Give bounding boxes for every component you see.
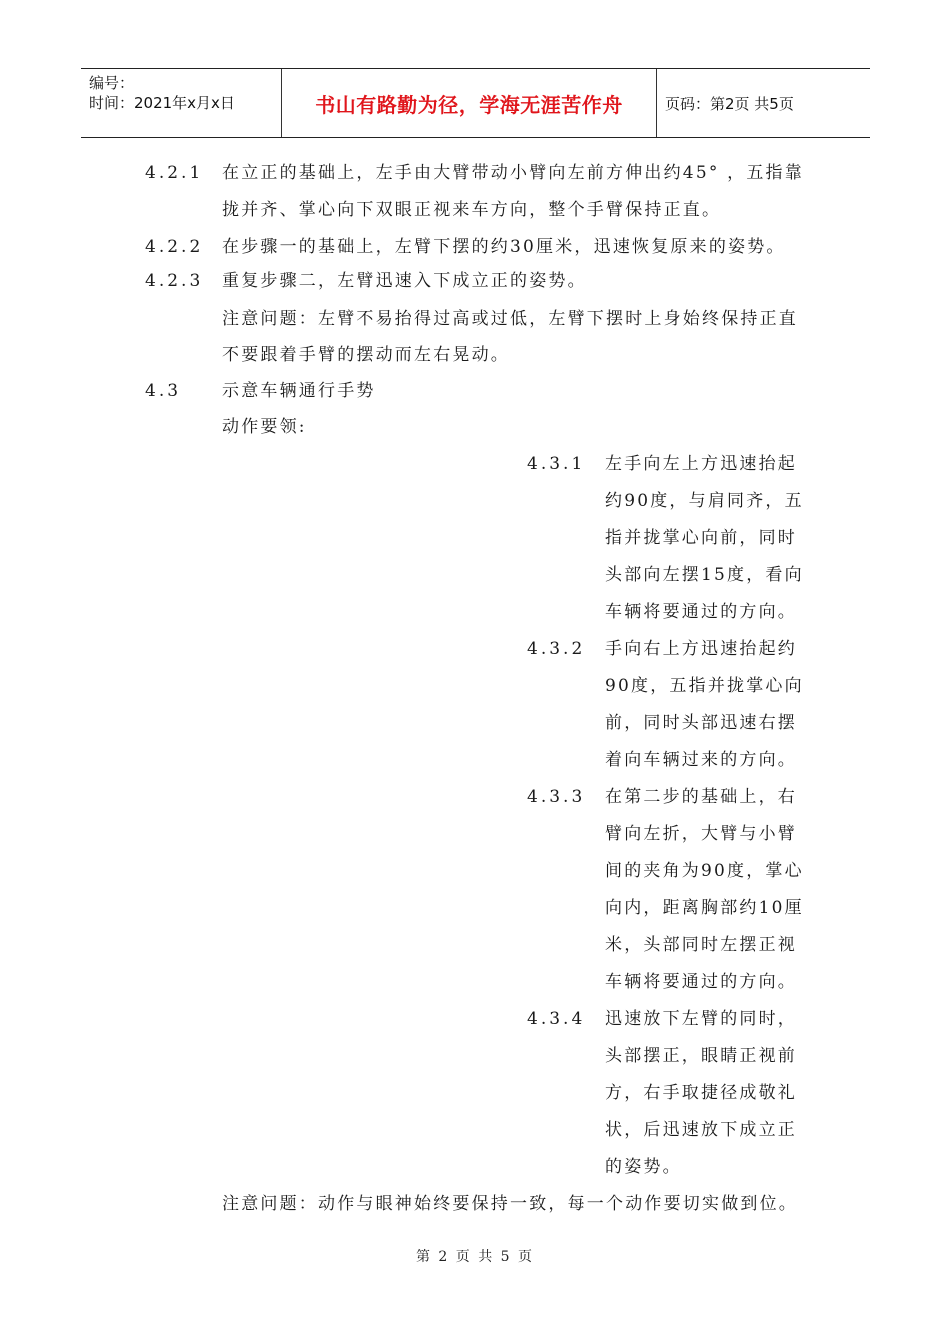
section-number-4-2-2: 4.2.2 bbox=[145, 237, 204, 257]
section-4-3-2-line: 90度，五指并拢掌心向 bbox=[605, 676, 804, 696]
section-4-3-4-line: 迅速放下左臂的同时， bbox=[605, 1009, 797, 1029]
section-4-3-3-line: 车辆将要通过的方向。 bbox=[605, 972, 797, 992]
note-1-line-2: 不要跟着手臂的摆动而左右晃动。 bbox=[222, 345, 510, 365]
section-4-3-3-line: 向内，距离胸部约10厘 bbox=[605, 898, 804, 918]
page-code: 页码：第2页 共5页 bbox=[665, 94, 794, 113]
section-number-4-3-1: 4.3.1 bbox=[527, 454, 586, 474]
section-4-3-3-line: 米，头部同时左摆正视 bbox=[605, 935, 797, 955]
section-4-3-title: 示意车辆通行手势 bbox=[222, 381, 376, 401]
section-4-3-1-line: 约90度，与肩同齐，五 bbox=[605, 491, 804, 511]
section-4-3-2-line: 手向右上方迅速抬起约 bbox=[605, 639, 797, 659]
essentials-label: 动作要领: bbox=[222, 417, 307, 437]
section-4-3-2-line: 着向车辆过来的方向。 bbox=[605, 750, 797, 770]
header-page-cell bbox=[657, 69, 870, 137]
section-number-4-3-3: 4.3.3 bbox=[527, 787, 586, 807]
section-4-2-2-line-1: 在步骤一的基础上，左臂下摆的约30厘米，迅速恢复原来的姿势。 bbox=[222, 237, 786, 257]
section-4-3-1-line: 头部向左摆15度，看向 bbox=[605, 565, 804, 585]
section-number-4-3-4: 4.3.4 bbox=[527, 1009, 586, 1029]
section-number-4-2-3: 4.2.3 bbox=[145, 271, 204, 291]
note-1-line-1: 注意问题：左臂不易抬得过高或过低，左臂下摆时上身始终保持正直 bbox=[222, 309, 798, 329]
header-info-cell bbox=[81, 69, 282, 137]
section-4-3-1-line: 指并拢掌心向前，同时 bbox=[605, 528, 797, 548]
section-4-3-4-line: 的姿势。 bbox=[605, 1157, 682, 1177]
section-4-2-3-line-1: 重复步骤二，左臂迅速入下成立正的姿势。 bbox=[222, 271, 587, 291]
section-4-3-4-line: 头部摆正，眼睛正视前 bbox=[605, 1046, 797, 1066]
note-2-line: 注意问题：动作与眼神始终要保持一致，每一个动作要切实做到位。 bbox=[222, 1194, 798, 1214]
section-4-3-3-line: 在第二步的基础上，右 bbox=[605, 787, 797, 807]
header-motto-cell bbox=[282, 69, 657, 137]
section-number-4-3-2: 4.3.2 bbox=[527, 639, 586, 659]
section-4-3-2-line: 前，同时头部迅速右摆 bbox=[605, 713, 797, 733]
section-4-3-1-line: 车辆将要通过的方向。 bbox=[605, 602, 797, 622]
page-header bbox=[81, 68, 870, 138]
page-footer: 第 2 页 共 5 页 bbox=[415, 1249, 535, 1265]
doc-date-label: 时间：2021年x月x日 bbox=[89, 94, 235, 112]
section-4-3-3-line: 间的夹角为90度，掌心 bbox=[605, 861, 804, 881]
section-4-3-3-line: 臂向左折，大臂与小臂 bbox=[605, 824, 797, 844]
section-number-4-3: 4.3 bbox=[145, 381, 182, 401]
section-4-2-1-line-2: 拢并齐、掌心向下双眼正视来车方向，整个手臂保持正直。 bbox=[222, 200, 722, 220]
section-4-3-1-line: 左手向左上方迅速抬起 bbox=[605, 454, 797, 474]
section-4-3-4-line: 方，右手取捷径成敬礼 bbox=[605, 1083, 797, 1103]
section-4-3-4-line: 状，后迅速放下成立正 bbox=[605, 1120, 797, 1140]
motto-text: 书山有路勤为径，学海无涯苦作舟 bbox=[315, 92, 623, 117]
doc-number-label: 编号： bbox=[89, 74, 135, 92]
section-number-4-2-1: 4.2.1 bbox=[145, 163, 204, 183]
section-4-2-1-line-1: 在立正的基础上，左手由大臂带动小臂向左前方伸出约45° ，五指靠 bbox=[222, 163, 804, 183]
